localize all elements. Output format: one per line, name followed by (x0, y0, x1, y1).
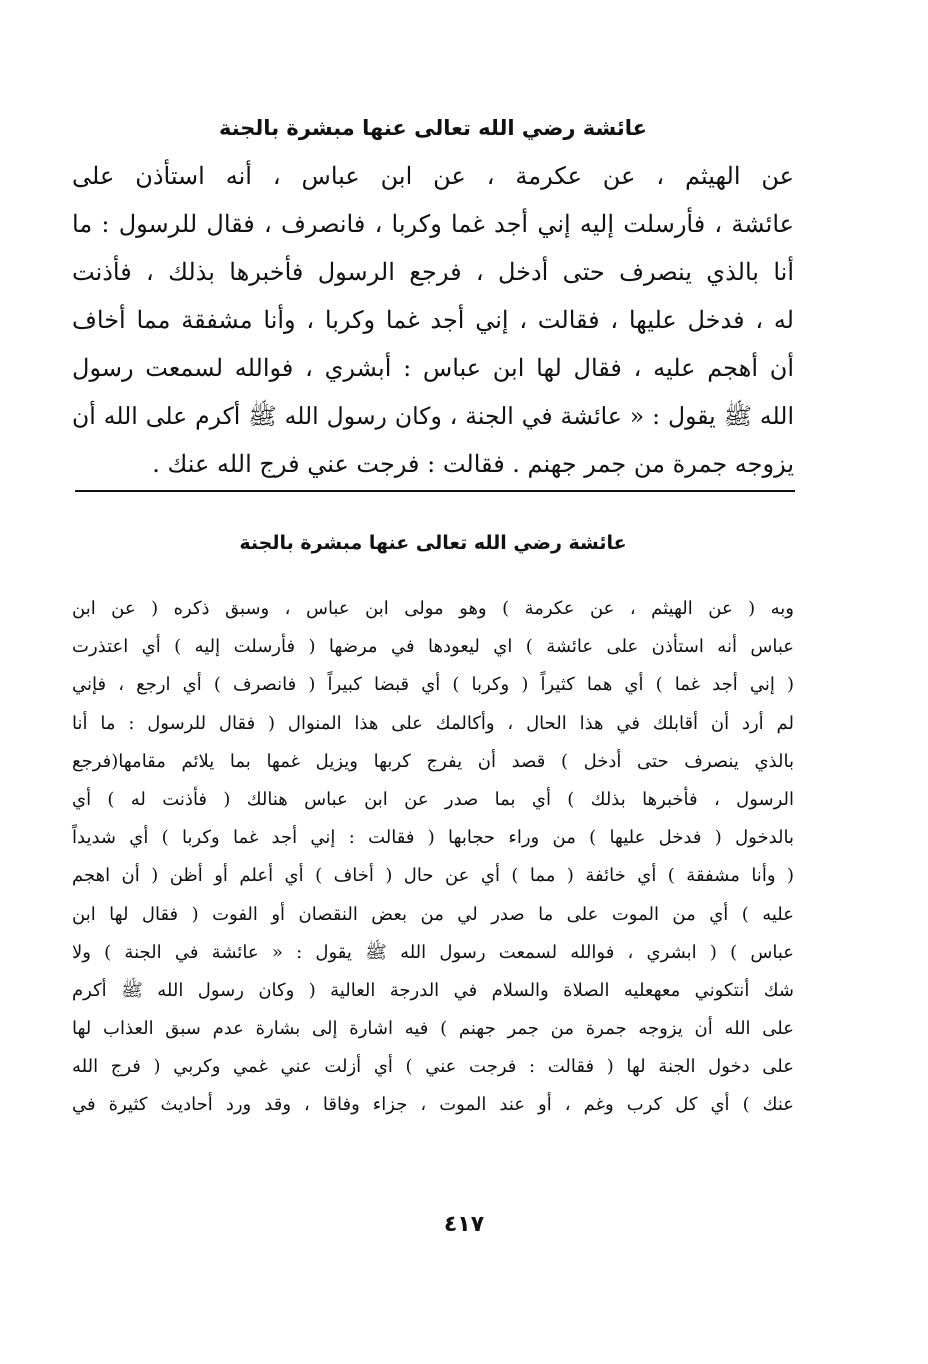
text-line: على الله أن يزوجه جمرة من جمر جهنم ) فيه اشارة إلى بشارة عدم سبق العذاب لها (72, 1018, 794, 1040)
text-line: على دخول الجنة لها ( فقالت : فرجت عني ) أي أزلت عني غمي وكربي ( فرج الله (72, 1056, 794, 1078)
text-line: شك أنتكوني معهعليه الصلاة والسلام في الدرجة العالية ( وكان رسول الله ﷺ أكرم (72, 979, 794, 1001)
section-title: عائشة رضي الله تعالى عنها مبشرة بالجنة (218, 116, 648, 140)
text-line: الله ﷺ يقول : « عائشة في الجنة ، وكان رسول الله ﷺ أكرم على الله أن (72, 402, 794, 430)
commentary-title: عائشة رضي الله تعالى عنها مبشرة بالجنة (239, 532, 627, 554)
text-line: بالذي ينصرف حتى أدخل ) قصد أن يفرج كربها ويزيل غمها بما يلائم مقامها(فرجع (72, 750, 794, 772)
hadith-text (72, 152, 794, 488)
text-line: عباس ) ( ابشري ، فوالله لسمعت رسول الله ﷺ يقول : « عائشة في الجنة ) ولا (72, 941, 794, 963)
text-line: له ، فدخل عليها ، فقالت ، إني أجد غما وكربا ، وأنا مشفقة مما أخاف (72, 306, 794, 334)
section-divider (75, 490, 795, 492)
text-line: عنك ) أي كل كرب وغم ، أو عند الموت ، جزاء وفاقا ، وقد ورد أحاديث كثيرة في (72, 1094, 794, 1116)
text-line: يزوجه جمرة من جمر جهنم . فقالت : فرجت عني فرج الله عنك . (152, 450, 794, 478)
text-line: لم أرد أن أقابلك في هذا الحال ، وأكالمك على هذا المنوال ( فقال للرسول : ما أنا (72, 712, 794, 734)
commentary-text (72, 590, 794, 1125)
text-line: الرسول ، فأخبرها بذلك ) أي بما صدر عن ابن عباس هنالك ( فأذنت له ) أي (72, 788, 794, 810)
text-line: عليه ) أي من الموت على ما صدر لي من بعض النقصان أو الفوت ( فقال لها ابن (72, 903, 794, 925)
text-line: عباس أنه استأذن على عائشة ) اي ليعودها في مرضها ( فأرسلت إليه ) أي اعتذرت (72, 636, 794, 658)
text-line: أنا بالذي ينصرف حتى أدخل ، فرجع الرسول فأخبرها بذلك ، فأذنت (72, 258, 794, 286)
text-line: عن الهيثم ، عن عكرمة ، عن ابن عباس ، أنه استأذن على (72, 162, 794, 190)
text-line: وبه ( عن الهيثم ، عن عكرمة ) وهو مولى ابن عباس ، وسبق ذكره ( عن ابن (72, 598, 794, 619)
text-line: بالدخول ( فدخل عليها ) من وراء حجابها ( فقالت : إني أجد غما وكربا ) أي شديداً (72, 827, 794, 849)
text-line: أن أهجم عليه ، فقال لها ابن عباس : أبشري ، فوالله لسمعت رسول (72, 354, 794, 382)
text-line: ( وأنا مشفقة ) أي خائفة ( مما ) أي عن حال ( أخاف ) أي أعلم أو أظن ( أن اهجم (72, 865, 794, 887)
page-number: ٤١٧ (443, 1212, 485, 1237)
text-line: عائشة ، فأرسلت إليه إني أجد غما وكربا ، فانصرف ، فقال للرسول : ما (72, 210, 794, 238)
text-line: ( إني أجد غما ) أي هما كثيراً ( وكربا ) أي قبضا كبيراً ( فانصرف ) أي ارجع ، فإني (72, 674, 794, 696)
